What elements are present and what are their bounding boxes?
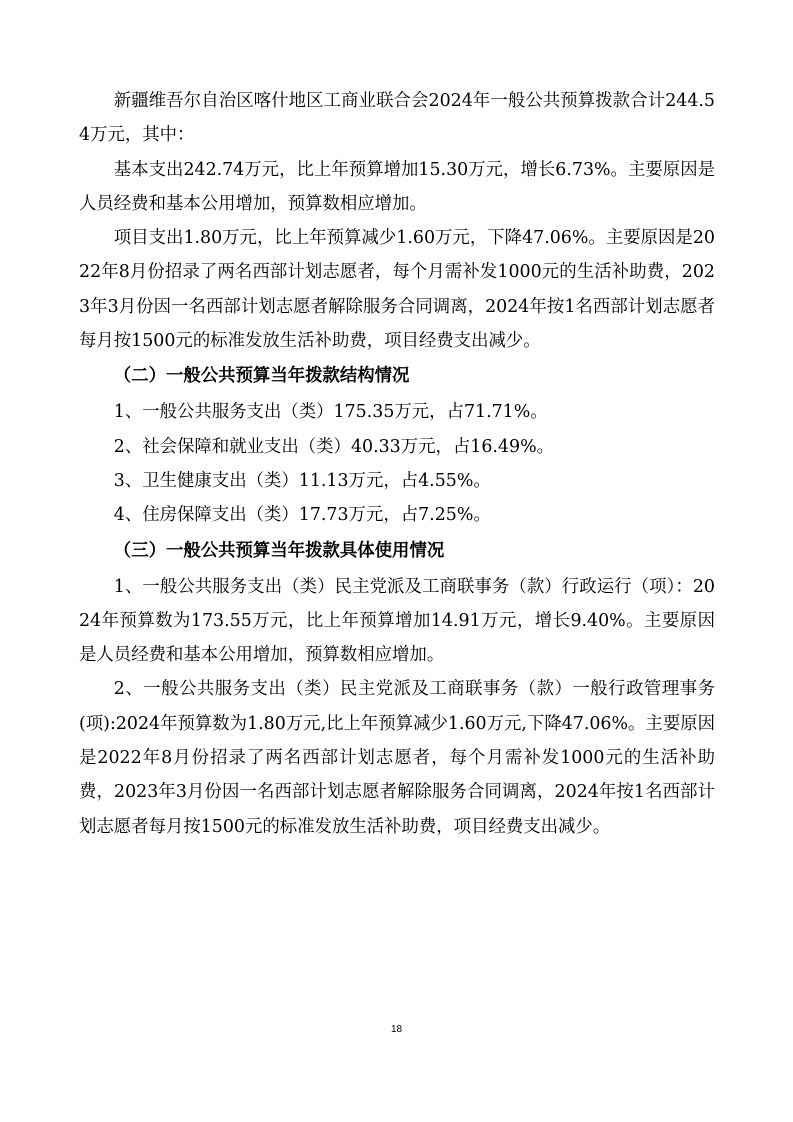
structure-item: 2、社会保障和就业支出（类）40.33万元，占16.49%。	[113, 436, 554, 457]
structure-item: 3、卫生健康支出（类）11.13万元，占4.55%。	[113, 470, 491, 491]
project-expenditure-paragraph: 项目支出1.80万元，比上年预算减少1.60万元，下降47.06%。主要原因是2022年8月份招录了两名西部计划志愿者，每个月需补发1000元的生活补助费，2023年3月份因一名西部计划志愿者解除服务合同调离，2024年按1名西部计划志愿者每月按1500元的标准发放生活补助费，项目经费支出减少。	[79, 228, 715, 352]
structure-item: 1、一般公共服务支出（类）175.35万元，占71.71%。	[113, 402, 548, 423]
section-heading-usage: （三）一般公共预算当年拨款具体使用情况	[113, 540, 445, 561]
page-number: 18	[390, 1024, 403, 1035]
summary-paragraph: 新疆维吾尔自治区喀什地区工商业联合会2024年一般公共预算拨款合计244.54万元，其中：	[79, 91, 715, 146]
basic-expenditure-paragraph: 基本支出242.74万元，比上年预算增加15.30万元，增长6.73%。主要原因是人员经费和基本公用增加，预算数相应增加。	[79, 159, 715, 214]
usage-item: 1、一般公共服务支出（类）民主党派及工商联事务（款）行政运行（项）：2024年预算数为173.55万元，比上年预算增加14.91万元，增长9.40%。主要原因是人员经费和基本公用增加，预算数相应增加。	[79, 576, 715, 666]
structure-item: 4、住房保障支出（类）17.73万元，占7.25%。	[113, 505, 491, 526]
document-body	[79, 84, 715, 844]
section-heading-structure: （二）一般公共预算当年拨款结构情况	[113, 366, 410, 387]
usage-item: 2、一般公共服务支出（类）民主党派及工商联事务（款）一般行政管理事务(项):2024年预算数为1.80万元,比上年预算减少1.60万元,下降47.06%。主要原因是2022年8月份招录了两名西部计划志愿者，每个月需补发1000元的生活补助费，2023年3月份因一名西部计划志愿者解除服务合同调离，2024年按1名西部计划志愿者每月按1500元的标准发放生活补助费，项目经费支出减少。	[79, 679, 715, 837]
